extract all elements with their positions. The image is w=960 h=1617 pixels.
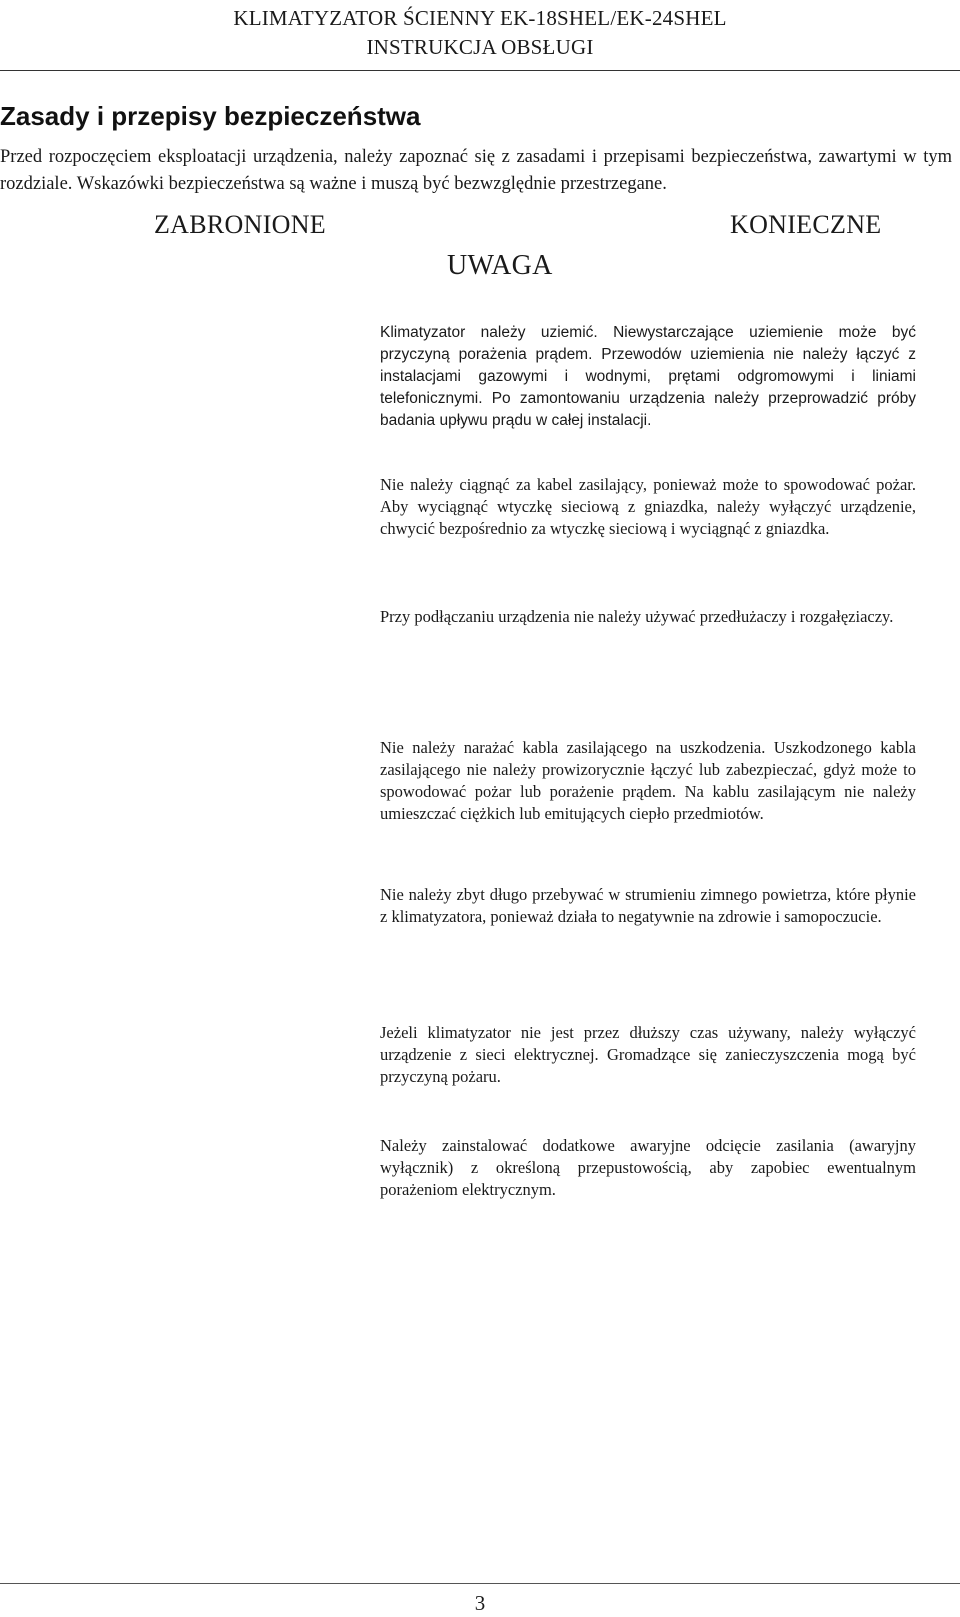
safety-rule-power-cable-pull: Nie należy ciągnąć za kabel zasilający, ponieważ może to spowodować pożar. Aby wyciągnąć wtyczkę sieciową z gniazdka, należy wyłączyć urządzenie, chwycić bezpośrednio za wtyczkę sieciową i wyciągnąć z gniazdka.: [380, 475, 916, 538]
header-divider: [0, 70, 960, 71]
safety-rule-extension-cords: Przy podłączaniu urządzenia nie należy używać przedłużaczy i rozgałęziaczy.: [380, 607, 894, 626]
safety-rule-cable-damage: Nie należy narażać kabla zasilającego na uszkodzenia. Uszkodzonego kabla zasilającego nie należy prowizorycznie łączyć lub zabezpieczać, gdyż może to spowodować pożar lub porażenie prądem. Na kablu zasilającym nie należy umieszczać ciężkich lub emitujących ciepło przedmiotów.: [380, 738, 916, 823]
safety-rule-grounding: Klimatyzator należy uziemić. Niewystarczające uziemienie może być przyczyną porażenia prądem. Przewodów uziemienia nie należy łączyć z instalacjami gazowymi i wodnymi, prętami odgromowymi i liniami telefonicznymi. Po zamontowaniu urządzenia należy przeprowadzić próby badania upływu prądu w całej instalacji.: [380, 324, 916, 429]
safety-rule-emergency-switch: Należy zainstalować dodatkowe awaryjne odcięcie zasilania (awaryjny wyłącznik) z określoną przepustowością, aby zapobiec ewentualnym porażeniom elektrycznym.: [380, 1136, 916, 1199]
header-product-title: KLIMATYZATOR ŚCIENNY EK-18SHEL/EK-24SHEL: [233, 6, 727, 30]
label-warning: UWAGA: [447, 250, 553, 281]
section-title: Zasady i przepisy bezpieczeństwa: [0, 101, 421, 131]
safety-rule-cold-airflow: Nie należy zbyt długo przebywać w strumieniu zimnego powietrza, które płynie z klimatyzatora, ponieważ działa to negatywnie na zdrowie i samopoczucie.: [380, 885, 916, 926]
label-required: KONIECZNE: [730, 210, 882, 239]
header-document-title: INSTRUKCJA OBSŁUGI: [366, 35, 594, 59]
footer-divider: [0, 1583, 960, 1584]
safety-rule-unplug-unused: Jeżeli klimatyzator nie jest przez dłuższy czas używany, należy wyłączyć urządzenie z sieci elektrycznej. Gromadzące się zanieczyszczenia mogą być przyczyną pożaru.: [380, 1023, 916, 1086]
label-forbidden: ZABRONIONE: [154, 210, 326, 239]
section-intro: Przed rozpoczęciem eksploatacji urządzenia, należy zapoznać się z zasadami i przepisami bezpieczeństwa, zawartymi w tym rozdziale. Wskazówki bezpieczeństwa są ważne i muszą być bezwzględnie przestrzegane.: [0, 147, 952, 194]
page-header: [0, 4, 960, 62]
page-number: 3: [474, 1591, 486, 1615]
